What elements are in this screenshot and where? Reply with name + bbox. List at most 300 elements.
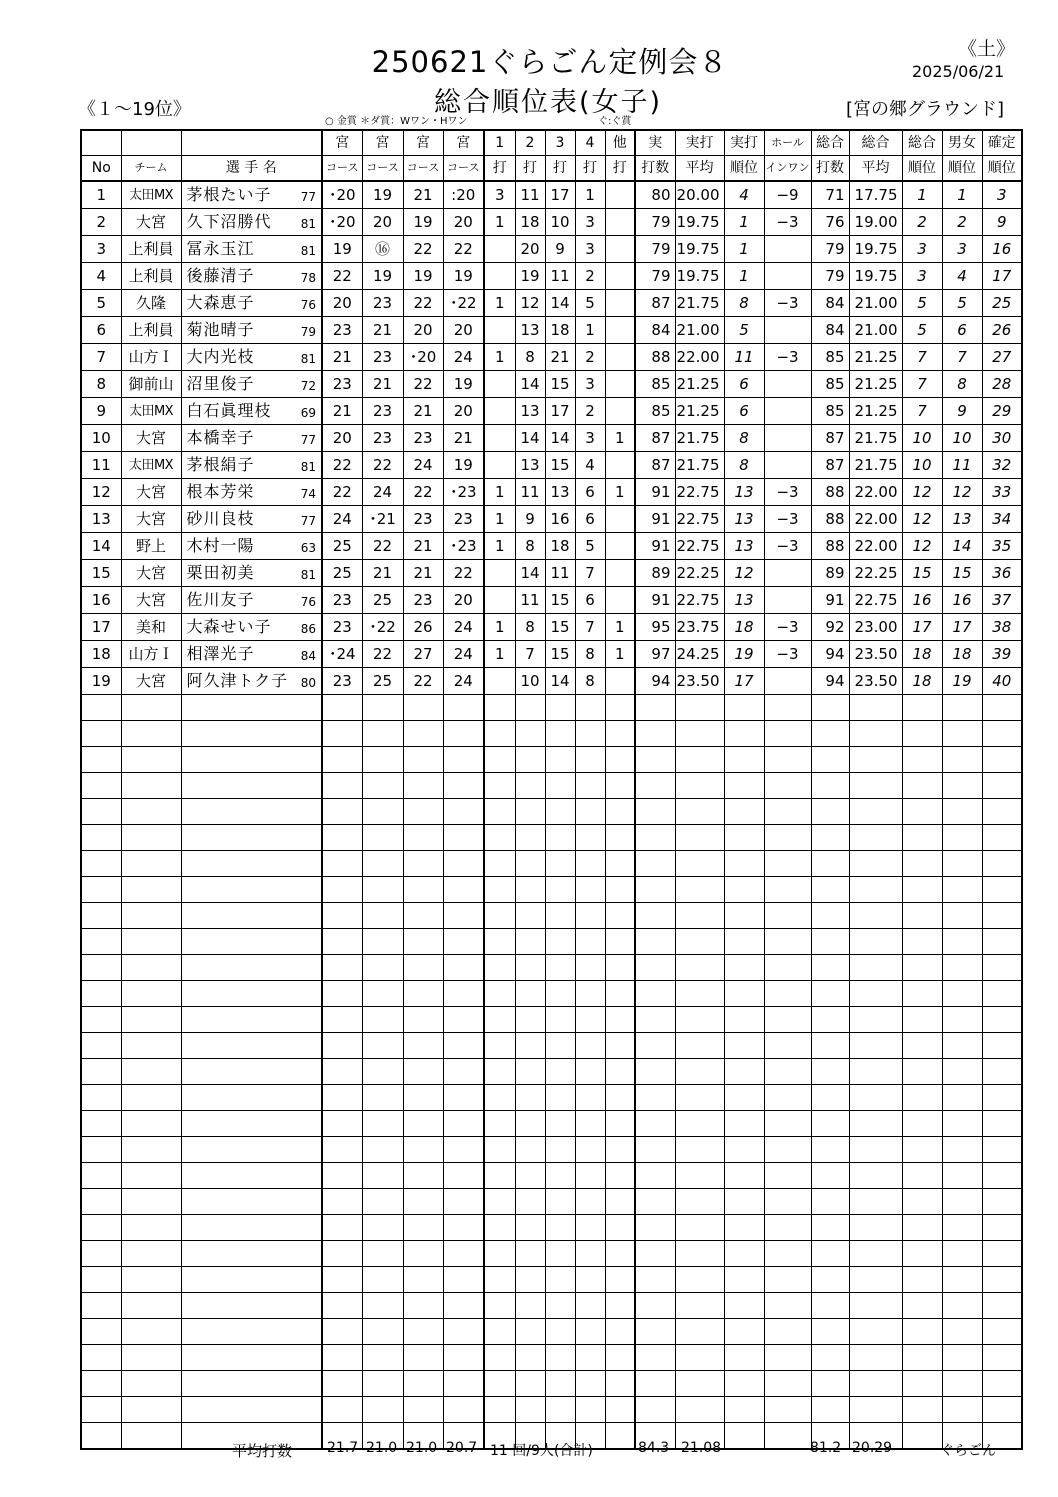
empty-cell (635, 1371, 675, 1397)
empty-cell (942, 1319, 982, 1345)
cell-trank: 18 (902, 668, 942, 695)
cell-h4: 3 (575, 236, 605, 263)
empty-cell (942, 1293, 982, 1319)
empty-cell (675, 1293, 724, 1319)
empty-row (81, 1267, 1022, 1293)
cell-avg: 24.25 (675, 641, 724, 668)
empty-cell (942, 1189, 982, 1215)
empty-cell (605, 955, 635, 981)
cell-grank: 2 (942, 209, 982, 236)
empty-cell (575, 929, 605, 955)
empty-cell (121, 721, 181, 747)
cell-trank: 2 (902, 209, 942, 236)
header-cell: 平均 (849, 156, 902, 182)
cell-name (181, 560, 322, 587)
empty-cell (635, 1059, 675, 1085)
empty-cell (942, 1163, 982, 1189)
cell-c2: 19 (362, 181, 403, 209)
empty-cell (362, 981, 403, 1007)
empty-row (81, 1241, 1022, 1267)
cell-c3: 21 (403, 181, 443, 209)
empty-cell (811, 981, 849, 1007)
empty-cell (724, 747, 764, 773)
empty-cell (322, 929, 362, 955)
empty-cell (982, 799, 1022, 825)
empty-cell (849, 1397, 902, 1423)
empty-cell (81, 1163, 121, 1189)
cell-score: 91 (635, 587, 675, 614)
empty-cell (181, 1033, 322, 1059)
cell-team: 大宮 (121, 668, 181, 695)
empty-cell (322, 1371, 362, 1397)
empty-cell (942, 721, 982, 747)
empty-cell (724, 1319, 764, 1345)
cell-total: 94 (811, 668, 849, 695)
cell-score: 94 (635, 668, 675, 695)
empty-cell (81, 799, 121, 825)
cell-ho (605, 668, 635, 695)
empty-cell (811, 1111, 849, 1137)
empty-cell (764, 825, 811, 851)
cell-trank: 7 (902, 398, 942, 425)
empty-row (81, 1293, 1022, 1319)
empty-cell (515, 1085, 545, 1111)
empty-cell (81, 1345, 121, 1371)
cell-h3: 17 (545, 398, 575, 425)
cell-no: 9 (81, 398, 121, 425)
empty-cell (942, 1033, 982, 1059)
cell-team: 大宮 (121, 506, 181, 533)
empty-cell (811, 1293, 849, 1319)
cell-no: 15 (81, 560, 121, 587)
footer-score-avg: 84.3 (638, 1440, 670, 1456)
empty-cell (121, 981, 181, 1007)
header-cell: 順位 (902, 156, 942, 182)
empty-cell (982, 1033, 1022, 1059)
cell-c4: 19 (443, 452, 484, 479)
cell-c3: 22 (403, 371, 443, 398)
empty-cell (575, 955, 605, 981)
cell-ho (605, 398, 635, 425)
empty-cell (81, 695, 121, 721)
table-row (81, 506, 1022, 533)
empty-cell (942, 799, 982, 825)
cell-name (181, 236, 322, 263)
player-age: 74 (300, 487, 316, 501)
header-cell: 打 (515, 156, 545, 182)
empty-cell (982, 955, 1022, 981)
empty-cell (575, 1007, 605, 1033)
cell-c1: 20 (322, 290, 362, 317)
venue: [宮の郷グラウンド] (846, 99, 1005, 120)
cell-h1 (484, 371, 515, 398)
player-name: 佐川友子 (186, 590, 255, 609)
cell-hio (764, 560, 811, 587)
empty-cell (403, 799, 443, 825)
cell-h3: 15 (545, 614, 575, 641)
cell-h3: 21 (545, 344, 575, 371)
empty-cell (811, 1371, 849, 1397)
empty-cell (545, 851, 575, 877)
cell-c1: 24 (322, 506, 362, 533)
empty-cell (322, 1137, 362, 1163)
empty-cell (811, 825, 849, 851)
cell-h1: 3 (484, 181, 515, 209)
empty-cell (675, 825, 724, 851)
empty-cell (575, 877, 605, 903)
player-name: 沼里俊子 (186, 374, 255, 393)
empty-cell (515, 695, 545, 721)
empty-cell (575, 1163, 605, 1189)
empty-row (81, 1319, 1022, 1345)
empty-cell (322, 1007, 362, 1033)
cell-c4: 20 (443, 317, 484, 344)
empty-cell (121, 1085, 181, 1111)
cell-h1: 1 (484, 614, 515, 641)
cell-rank: 18 (724, 614, 764, 641)
cell-h3: 9 (545, 236, 575, 263)
header-cell: 打 (605, 156, 635, 182)
cell-h3: 14 (545, 425, 575, 452)
empty-cell (982, 1293, 1022, 1319)
empty-cell (575, 903, 605, 929)
empty-cell (443, 851, 484, 877)
empty-cell (982, 1241, 1022, 1267)
cell-name (181, 317, 322, 344)
cell-ho (605, 317, 635, 344)
cell-team: 大宮 (121, 560, 181, 587)
header-cell: 実打 (724, 130, 764, 156)
cell-score: 80 (635, 181, 675, 209)
cell-ho (605, 560, 635, 587)
header-cell: 総合 (849, 130, 902, 156)
empty-cell (121, 1033, 181, 1059)
cell-rank: 13 (724, 506, 764, 533)
cell-hio: −3 (764, 614, 811, 641)
cell-total: 85 (811, 371, 849, 398)
cell-c1: 22 (322, 263, 362, 290)
cell-c3: 22 (403, 668, 443, 695)
cell-h2: 13 (515, 398, 545, 425)
empty-cell (545, 799, 575, 825)
empty-cell (811, 721, 849, 747)
cell-name (181, 641, 322, 668)
player-name: 木村一陽 (186, 536, 255, 555)
cell-frank: 37 (982, 587, 1022, 614)
cell-c2: 24 (362, 479, 403, 506)
player-age: 69 (300, 406, 316, 420)
cell-h4: 8 (575, 668, 605, 695)
empty-cell (942, 1215, 982, 1241)
cell-rank: 17 (724, 668, 764, 695)
empty-cell (902, 1163, 942, 1189)
empty-cell (902, 955, 942, 981)
header-cell: 選 手 名 (181, 156, 322, 182)
cell-score: 79 (635, 263, 675, 290)
empty-cell (362, 851, 403, 877)
player-name: 大森せい子 (186, 617, 272, 636)
empty-cell (724, 799, 764, 825)
empty-cell (849, 1371, 902, 1397)
empty-cell (322, 981, 362, 1007)
cell-no: 12 (81, 479, 121, 506)
empty-row (81, 955, 1022, 981)
table-row (81, 236, 1022, 263)
empty-cell (484, 1241, 515, 1267)
cell-no: 2 (81, 209, 121, 236)
empty-cell (811, 1059, 849, 1085)
empty-cell (403, 1033, 443, 1059)
cell-h1 (484, 398, 515, 425)
empty-cell (811, 1319, 849, 1345)
cell-avg: 22.75 (675, 479, 724, 506)
empty-cell (764, 1085, 811, 1111)
empty-cell (545, 903, 575, 929)
cell-ho (605, 236, 635, 263)
empty-cell (811, 851, 849, 877)
cell-c3: 27 (403, 641, 443, 668)
cell-grank: 18 (942, 641, 982, 668)
empty-cell (849, 1111, 902, 1137)
cell-grank: 16 (942, 587, 982, 614)
header-cell: 打数 (635, 156, 675, 182)
empty-cell (181, 1137, 322, 1163)
empty-cell (982, 1319, 1022, 1345)
table-row (81, 425, 1022, 452)
cell-c1: 22 (322, 452, 362, 479)
cell-hio: −3 (764, 290, 811, 317)
empty-cell (902, 1319, 942, 1345)
empty-cell (443, 1397, 484, 1423)
empty-row (81, 825, 1022, 851)
empty-cell (982, 747, 1022, 773)
empty-cell (724, 1371, 764, 1397)
cell-tavg: 22.00 (849, 506, 902, 533)
empty-row (81, 1085, 1022, 1111)
empty-cell (81, 1033, 121, 1059)
empty-cell (81, 773, 121, 799)
cell-name (181, 371, 322, 398)
empty-cell (605, 851, 635, 877)
cell-frank: 27 (982, 344, 1022, 371)
player-age: 81 (300, 244, 316, 258)
cell-avg: 22.25 (675, 560, 724, 587)
empty-cell (121, 825, 181, 851)
cell-team: 大宮 (121, 479, 181, 506)
cell-frank: 35 (982, 533, 1022, 560)
cell-no: 14 (81, 533, 121, 560)
cell-team: 久隆 (121, 290, 181, 317)
empty-cell (121, 903, 181, 929)
empty-cell (982, 1007, 1022, 1033)
empty-cell (605, 1111, 635, 1137)
cell-name (181, 452, 322, 479)
player-name: 本橋幸子 (186, 428, 255, 447)
player-age: 63 (300, 541, 316, 555)
cell-rank: 19 (724, 641, 764, 668)
empty-cell (635, 1241, 675, 1267)
empty-cell (121, 1189, 181, 1215)
cell-h1 (484, 236, 515, 263)
empty-cell (942, 1137, 982, 1163)
cell-total: 85 (811, 344, 849, 371)
empty-cell (575, 1241, 605, 1267)
empty-cell (635, 877, 675, 903)
empty-cell (121, 1215, 181, 1241)
empty-cell (443, 773, 484, 799)
cell-h1 (484, 587, 515, 614)
empty-row (81, 877, 1022, 903)
empty-cell (403, 721, 443, 747)
empty-cell (443, 1033, 484, 1059)
empty-cell (121, 1371, 181, 1397)
empty-cell (942, 981, 982, 1007)
cell-frank: 33 (982, 479, 1022, 506)
cell-c2: 21 (362, 371, 403, 398)
empty-cell (575, 1215, 605, 1241)
empty-cell (675, 981, 724, 1007)
empty-cell (362, 1397, 403, 1423)
cell-rank: 12 (724, 560, 764, 587)
empty-cell (605, 981, 635, 1007)
empty-row (81, 929, 1022, 955)
table-row (81, 344, 1022, 371)
empty-cell (545, 1033, 575, 1059)
cell-c1: 23 (322, 587, 362, 614)
cell-tavg: 19.75 (849, 263, 902, 290)
table-row (81, 614, 1022, 641)
empty-cell (121, 1007, 181, 1033)
cell-trank: 5 (902, 317, 942, 344)
empty-cell (811, 1397, 849, 1423)
cell-h3: 15 (545, 587, 575, 614)
empty-cell (902, 1241, 942, 1267)
cell-ho (605, 290, 635, 317)
empty-cell (942, 1241, 982, 1267)
empty-cell (724, 1111, 764, 1137)
empty-cell (362, 1059, 403, 1085)
empty-cell (443, 799, 484, 825)
cell-tavg: 19.75 (849, 236, 902, 263)
empty-cell (942, 1059, 982, 1085)
empty-cell (764, 721, 811, 747)
empty-cell (724, 1085, 764, 1111)
empty-cell (81, 981, 121, 1007)
empty-cell (515, 1371, 545, 1397)
empty-cell (635, 1085, 675, 1111)
cell-hio: −9 (764, 181, 811, 209)
cell-tavg: 23.50 (849, 668, 902, 695)
cell-h1: 1 (484, 533, 515, 560)
player-age: 81 (300, 352, 316, 366)
empty-cell (675, 1345, 724, 1371)
empty-cell (605, 1137, 635, 1163)
empty-cell (545, 1007, 575, 1033)
empty-cell (181, 981, 322, 1007)
player-name: 久下沼勝代 (186, 212, 272, 231)
rank-range: 《１～19位》 (78, 99, 191, 120)
cell-avg: 20.00 (675, 181, 724, 209)
empty-cell (675, 1059, 724, 1085)
empty-cell (902, 981, 942, 1007)
empty-cell (605, 1293, 635, 1319)
empty-cell (545, 1371, 575, 1397)
empty-cell (545, 1215, 575, 1241)
header-cell: 宮 (322, 130, 362, 156)
footer-tavg-avg: 20.29 (852, 1440, 893, 1456)
cell-c1: 25 (322, 533, 362, 560)
cell-ho (605, 533, 635, 560)
empty-cell (635, 1319, 675, 1345)
empty-cell (849, 1215, 902, 1241)
empty-cell (181, 929, 322, 955)
empty-cell (982, 1267, 1022, 1293)
cell-rank: 13 (724, 533, 764, 560)
empty-cell (942, 955, 982, 981)
cell-h2: 8 (515, 614, 545, 641)
empty-cell (181, 825, 322, 851)
empty-cell (443, 877, 484, 903)
empty-cell (605, 1007, 635, 1033)
player-name: 根本芳栄 (186, 482, 255, 501)
cell-grank: 6 (942, 317, 982, 344)
empty-cell (764, 981, 811, 1007)
empty-cell (403, 1215, 443, 1241)
empty-cell (675, 1397, 724, 1423)
cell-c1: 23 (322, 668, 362, 695)
empty-cell (515, 1163, 545, 1189)
empty-cell (484, 721, 515, 747)
cell-tavg: 22.25 (849, 560, 902, 587)
empty-cell (849, 1189, 902, 1215)
empty-cell (982, 773, 1022, 799)
empty-cell (484, 1345, 515, 1371)
empty-cell (764, 1397, 811, 1423)
cell-avg: 21.25 (675, 398, 724, 425)
player-age: 77 (300, 433, 316, 447)
header-cell: 打 (545, 156, 575, 182)
empty-cell (515, 721, 545, 747)
empty-cell (515, 825, 545, 851)
empty-cell (724, 1397, 764, 1423)
cell-c4: 19 (443, 263, 484, 290)
empty-cell (811, 1241, 849, 1267)
cell-grank: 4 (942, 263, 982, 290)
cell-no: 19 (81, 668, 121, 695)
cell-h2: 10 (515, 668, 545, 695)
cell-h3: 18 (545, 533, 575, 560)
cell-c2: 21 (362, 317, 403, 344)
cell-c2: 19 (362, 263, 403, 290)
empty-cell (545, 1397, 575, 1423)
cell-tavg: 21.25 (849, 398, 902, 425)
cell-ho: 1 (605, 614, 635, 641)
header-cell: 実 (635, 130, 675, 156)
header-cell: 順位 (982, 156, 1022, 182)
cell-no: 1 (81, 181, 121, 209)
cell-h4: 7 (575, 560, 605, 587)
cell-avg: 22.00 (675, 344, 724, 371)
table-header (81, 130, 1022, 181)
empty-cell (484, 1163, 515, 1189)
empty-cell (635, 1111, 675, 1137)
empty-cell (942, 1267, 982, 1293)
empty-cell (322, 1189, 362, 1215)
empty-cell (81, 1059, 121, 1085)
empty-cell (605, 695, 635, 721)
empty-cell (181, 799, 322, 825)
empty-cell (849, 903, 902, 929)
